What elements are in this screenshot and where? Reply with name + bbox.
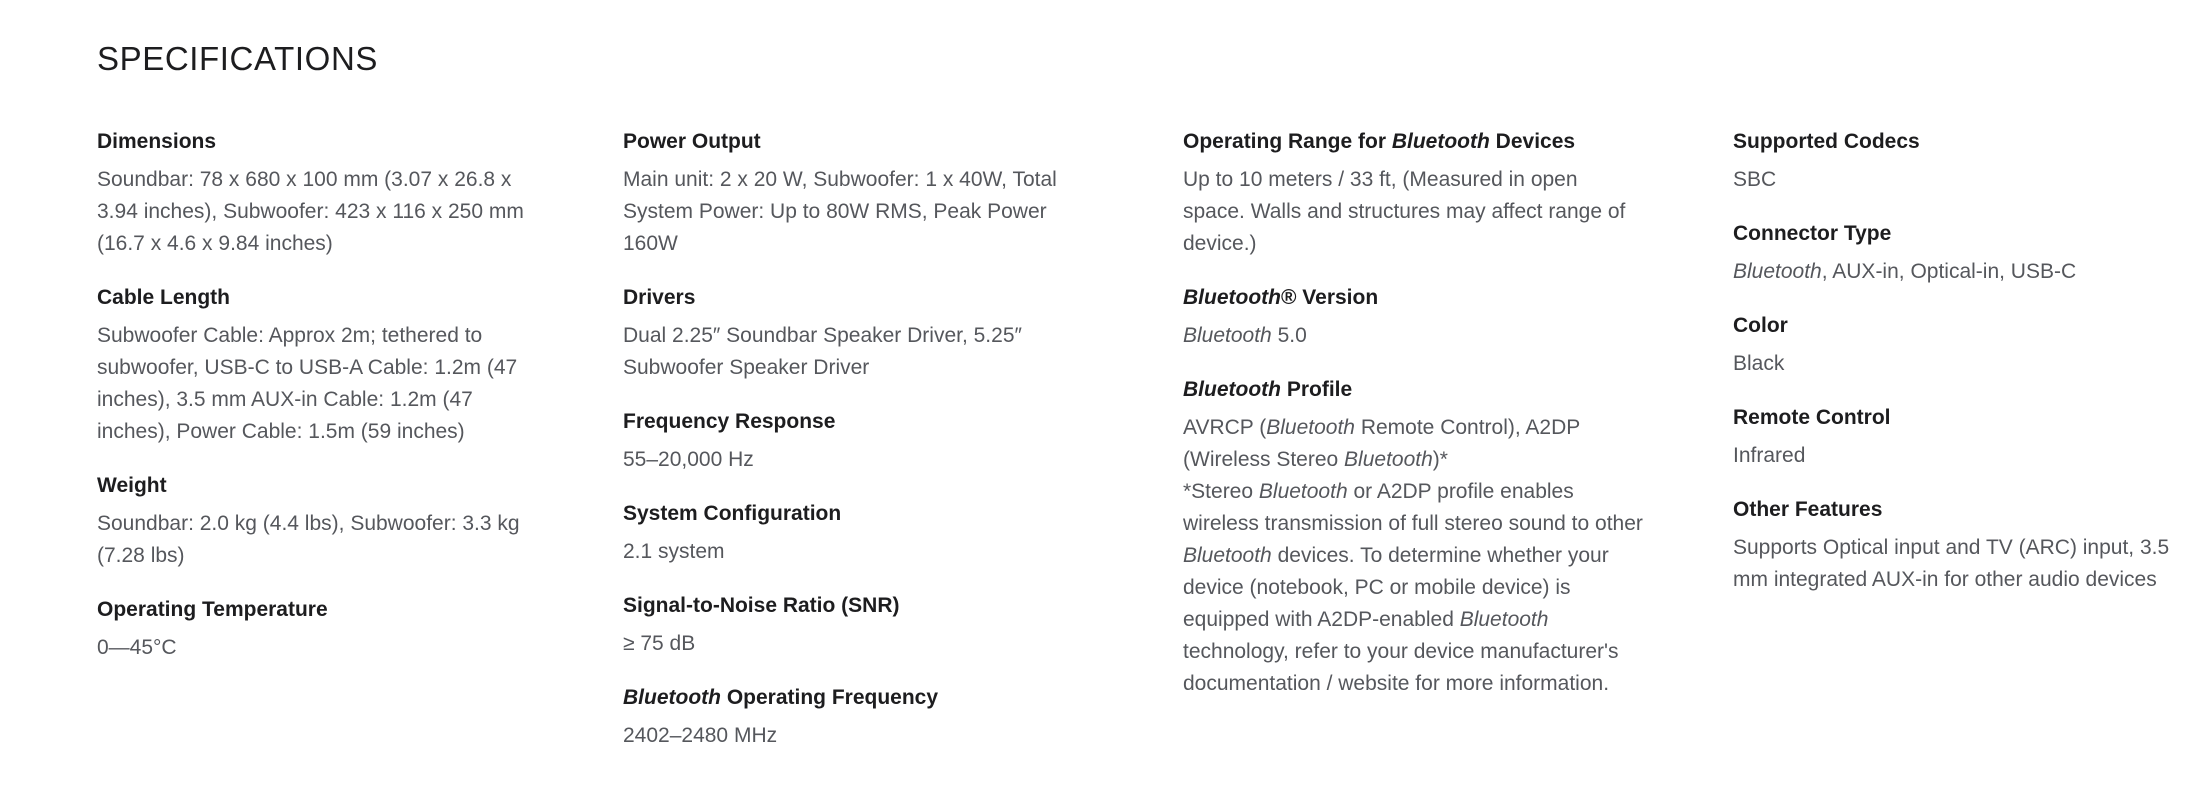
spec-item bbox=[97, 594, 535, 664]
spec-label: Color bbox=[1733, 314, 1788, 337]
spec-label: Connector Type bbox=[1733, 222, 1892, 245]
spec-column-1 bbox=[97, 126, 535, 686]
spec-label: Bluetooth Operating Frequency bbox=[623, 686, 939, 709]
spec-item bbox=[1183, 282, 1645, 352]
spec-label: Other Features bbox=[1733, 498, 1883, 521]
spec-value: SBC bbox=[1733, 168, 1777, 191]
spec-value: ≥ 75 dB bbox=[623, 632, 696, 655]
spec-label: Drivers bbox=[623, 286, 696, 309]
spec-grid bbox=[97, 126, 2170, 774]
spec-item bbox=[1733, 310, 2173, 380]
spec-item bbox=[1733, 218, 2173, 288]
spec-item bbox=[623, 282, 1095, 384]
spec-value: Bluetooth 5.0 bbox=[1183, 324, 1307, 347]
spec-item bbox=[1183, 374, 1645, 700]
spec-label: Remote Control bbox=[1733, 406, 1891, 429]
spec-item bbox=[1733, 402, 2173, 472]
spec-label: Bluetooth® Version bbox=[1183, 286, 1379, 309]
spec-value: Subwoofer Cable: Approx 2m; tethered to subwoofer, USB-C to USB-A Cable: 1.2m (47 inches), 3.5 mm AUX-in Cable: 1.2m (47 inches), Power Cable: 1.5m (59 inches) bbox=[97, 324, 518, 443]
spec-label: Signal-to-Noise Ratio (SNR) bbox=[623, 594, 900, 617]
spec-item bbox=[623, 590, 1095, 660]
spec-value: Dual 2.25″ Soundbar Speaker Driver, 5.25″ Subwoofer Speaker Driver bbox=[623, 324, 1022, 379]
spec-label: Operating Range for Bluetooth Devices bbox=[1183, 130, 1576, 153]
page-title: SPECIFICATIONS bbox=[97, 40, 378, 77]
spec-label: Dimensions bbox=[97, 130, 217, 153]
spec-column-4 bbox=[1733, 126, 2173, 618]
spec-value: 2402–2480 MHz bbox=[623, 724, 778, 747]
spec-value: 2.1 system bbox=[623, 540, 725, 563]
spec-item bbox=[623, 498, 1095, 568]
spec-value: Main unit: 2 x 20 W, Subwoofer: 1 x 40W, Total System Power: Up to 80W RMS, Peak Power 160W bbox=[623, 168, 1057, 255]
spec-value: Bluetooth, AUX-in, Optical-in, USB-C bbox=[1733, 260, 2077, 283]
spec-value: Black bbox=[1733, 352, 1785, 375]
spec-column-3 bbox=[1183, 126, 1645, 722]
spec-item bbox=[623, 406, 1095, 476]
spec-value: 0—45°C bbox=[97, 636, 177, 659]
spec-label: Cable Length bbox=[97, 286, 231, 309]
spec-value: AVRCP (Bluetooth Remote Control), A2DP (Wireless Stereo Bluetooth)* *Stereo Bluetooth or A2DP profile enables wireless transmission of full stereo sound to other Bluetooth devices. To determine whether your device (notebook, PC or mobile device) is equipped with A2DP-enabled Bluetooth technology, refer to your device manufacturer's documentation / website for more information. bbox=[1183, 416, 1643, 695]
spec-item bbox=[97, 470, 535, 572]
spec-item bbox=[623, 682, 1095, 752]
spec-item bbox=[623, 126, 1095, 260]
spec-column-2 bbox=[623, 126, 1095, 774]
spec-label: Frequency Response bbox=[623, 410, 836, 433]
spec-label: Weight bbox=[97, 474, 167, 497]
spec-item bbox=[1733, 126, 2173, 196]
spec-value: Soundbar: 78 x 680 x 100 mm (3.07 x 26.8 x 3.94 inches), Subwoofer: 423 x 116 x 250 mm (16.7 x 4.6 x 9.84 inches) bbox=[97, 168, 524, 255]
spec-item bbox=[1183, 126, 1645, 260]
spec-label: Power Output bbox=[623, 130, 761, 153]
spec-value: Supports Optical input and TV (ARC) input, 3.5 mm integrated AUX-in for other audio devices bbox=[1733, 536, 2170, 591]
spec-value: 55–20,000 Hz bbox=[623, 448, 754, 471]
spec-value: Infrared bbox=[1733, 444, 1806, 467]
spec-item bbox=[97, 126, 535, 260]
spec-value: Up to 10 meters / 33 ft, (Measured in open space. Walls and structures may affect range of device.) bbox=[1183, 168, 1626, 255]
spec-label: Bluetooth Profile bbox=[1183, 378, 1353, 401]
spec-item bbox=[1733, 494, 2173, 596]
spec-label: System Configuration bbox=[623, 502, 842, 525]
spec-item bbox=[97, 282, 535, 448]
spec-value: Soundbar: 2.0 kg (4.4 lbs), Subwoofer: 3.3 kg (7.28 lbs) bbox=[97, 512, 520, 567]
spec-label: Operating Temperature bbox=[97, 598, 328, 621]
spec-label: Supported Codecs bbox=[1733, 130, 1920, 153]
